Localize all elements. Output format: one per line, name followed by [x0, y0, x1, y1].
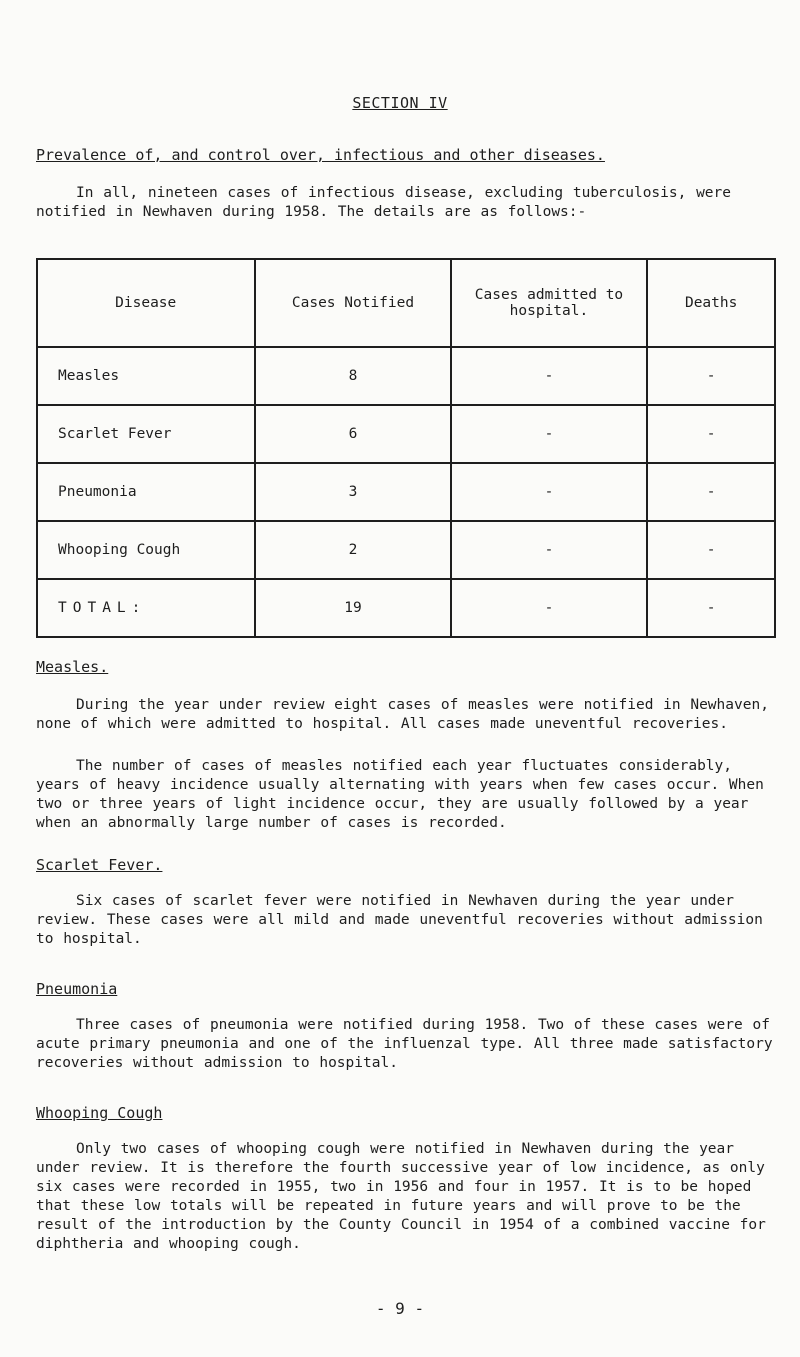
table-row [37, 405, 775, 463]
cell-deaths: - [647, 463, 775, 521]
intro-paragraph: In all, nineteen cases of infectious disease, excluding tuberculosis, were notified in Newhaven during 1958. The details are as follows:- [36, 185, 741, 220]
whooping-cough-heading: Whooping Cough [36, 1104, 163, 1122]
cell-admitted: - [451, 463, 648, 521]
cell-total-deaths: - [647, 579, 775, 637]
whooping-cough-paragraph: Only two cases of whooping cough were notified in Newhaven during the year under review. It is therefore the fourth successive year of low incidence, as only six cases were recorded in 1955, two in 1956 and four in 1957. It is to be hoped that these low totals will be repeated in future years and will prove to be the result of the introduction by the County Council in 1954 of a combined vaccine for diphtheria and whooping cough. [36, 1141, 776, 1252]
cell-deaths: - [647, 521, 775, 579]
header-disease: Disease [37, 259, 255, 347]
table-header-row [37, 259, 775, 347]
table-total-row [37, 579, 775, 637]
scarlet-fever-paragraph: Six cases of scarlet fever were notified in Newhaven during the year under review. These cases were all mild and made uneventful recoveries without admission to hospital. [36, 893, 773, 947]
cell-disease: Measles [37, 347, 255, 405]
cell-total-admitted: - [451, 579, 648, 637]
measles-paragraph-2: The number of cases of measles notified each year fluctuates considerably, years of heavy incidence usually alternating with years when few cases occur. When two or three years of light incidence occur, they are usually followed by a year when an abnormally large number of cases is recorded. [36, 758, 774, 831]
header-cases-notified: Cases Notified [255, 259, 450, 347]
measles-heading: Measles. [36, 658, 109, 676]
cell-admitted: - [451, 521, 648, 579]
table-row [37, 463, 775, 521]
cell-deaths: - [647, 347, 775, 405]
cell-admitted: - [451, 405, 648, 463]
header-cases-admitted: Cases admitted to hospital. [451, 259, 648, 347]
cell-deaths: - [647, 405, 775, 463]
section-title: SECTION IV [352, 94, 448, 112]
header-deaths: Deaths [647, 259, 775, 347]
scarlet-fever-heading: Scarlet Fever. [36, 856, 163, 874]
cell-notified: 6 [255, 405, 450, 463]
cell-total-notified: 19 [255, 579, 450, 637]
measles-paragraph-1: During the year under review eight cases of measles were notified in Newhaven, none of which were admitted to hospital. All cases made uneventful recoveries. [36, 697, 779, 732]
page-number: - 9 - [375, 1299, 425, 1318]
cell-total-label: TOTAL: [37, 579, 255, 637]
table-row [37, 347, 775, 405]
table-row [37, 521, 775, 579]
cell-disease: Whooping Cough [37, 521, 255, 579]
cell-notified: 3 [255, 463, 450, 521]
pneumonia-heading: Pneumonia [36, 980, 118, 998]
cell-disease: Pneumonia [37, 463, 255, 521]
disease-table [36, 258, 776, 638]
cell-notified: 8 [255, 347, 450, 405]
pneumonia-paragraph: Three cases of pneumonia were notified during 1958. Two of these cases were of acute primary pneumonia and one of the influenzal type. All three made satisfactory recoveries without admission to hospital. [36, 1017, 783, 1071]
cell-disease: Scarlet Fever [37, 405, 255, 463]
cell-notified: 2 [255, 521, 450, 579]
page-subtitle: Prevalence of, and control over, infectious and other diseases. [36, 146, 605, 164]
cell-admitted: - [451, 347, 648, 405]
